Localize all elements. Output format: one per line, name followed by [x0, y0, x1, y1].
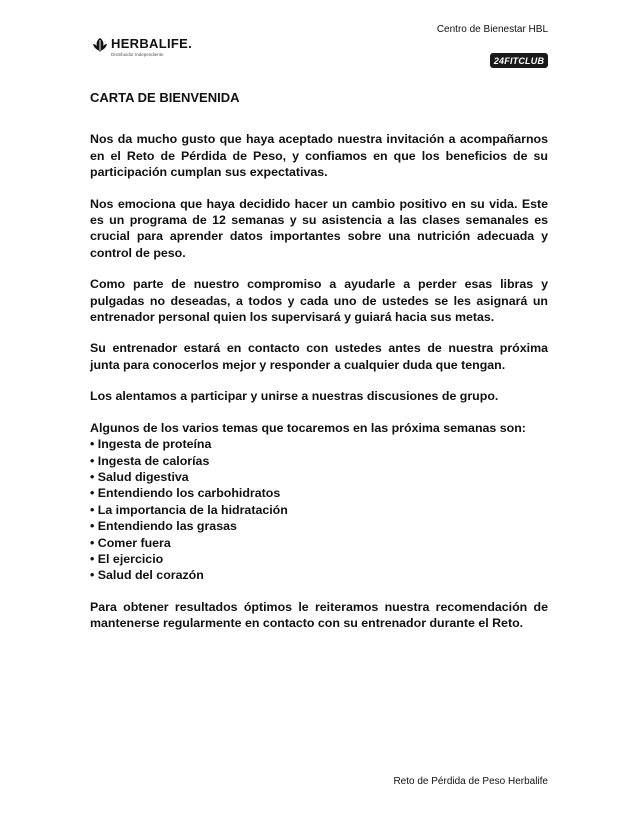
topic-item: • Entendiendo las grasas	[90, 519, 237, 534]
topic-item: • Salud del corazón	[90, 568, 204, 583]
paragraph: Nos emociona que haya decidido hacer un cambio positivo en su vida. Este es un programa de 12 semanas y su asistencia a las clases semanales es crucial para aprender datos importantes sobre una nutrición adecuada y control de peso.	[90, 196, 548, 260]
topic-item: • Ingesta de calorías	[90, 453, 210, 468]
leaf-icon	[92, 37, 108, 53]
paragraph: Su entrenador estará en contacto con ustedes antes de nuestra próxima junta para conocerlos mejor y responder a cualquier duda que tengan.	[90, 341, 548, 372]
letter-body	[90, 90, 548, 647]
fitclub-badge-label: 24FITCLUB	[493, 55, 545, 66]
center-name: Centro de Bienestar HBL	[436, 24, 548, 35]
letter-title: CARTA DE BIENVENIDA	[90, 90, 240, 105]
topic-item: • Ingesta de proteína	[90, 437, 212, 452]
topic-item: • Entendiendo los carbohidratos	[90, 486, 281, 501]
fitclub-badge	[490, 53, 548, 68]
topics-intro: Algunos de los varios temas que tocaremos en las próxima semanas son:	[90, 420, 526, 435]
paragraph: Nos da mucho gusto que haya aceptado nuestra invitación a acompañarnos en el Reto de Pérdida de Peso, y confiamos en que los beneficios de su participación cumplan sus expectativas.	[90, 132, 548, 180]
brand-name: HERBALIFE.	[111, 36, 192, 51]
page-footer: Reto de Pérdida de Peso Herbalife	[393, 776, 548, 787]
closing-paragraph: Para obtener resultados óptimos le reiteramos nuestra recomendación de mantenerse regularmente en contacto con su entrenador durante el Reto.	[90, 599, 548, 631]
topic-item: • Salud digestiva	[90, 469, 189, 484]
herbalife-logo	[92, 37, 192, 57]
topic-item: • Comer fuera	[90, 535, 171, 550]
topic-item: • La importancia de la hidratación	[90, 502, 288, 517]
topics-list	[90, 436, 548, 584]
paragraph: Los alentamos a participar y unirse a nuestras discusiones de grupo.	[90, 389, 499, 404]
paragraph: Como parte de nuestro compromiso a ayudarle a perder esas libras y pulgadas no deseadas, a todos y cada uno de ustedes se les asignará un entrenador personal quien los supervisará y guiará hacia sus metas.	[90, 277, 548, 325]
brand-tagline: Distribuidor Independiente	[111, 52, 164, 57]
topic-item: • El ejercicio	[90, 551, 164, 566]
